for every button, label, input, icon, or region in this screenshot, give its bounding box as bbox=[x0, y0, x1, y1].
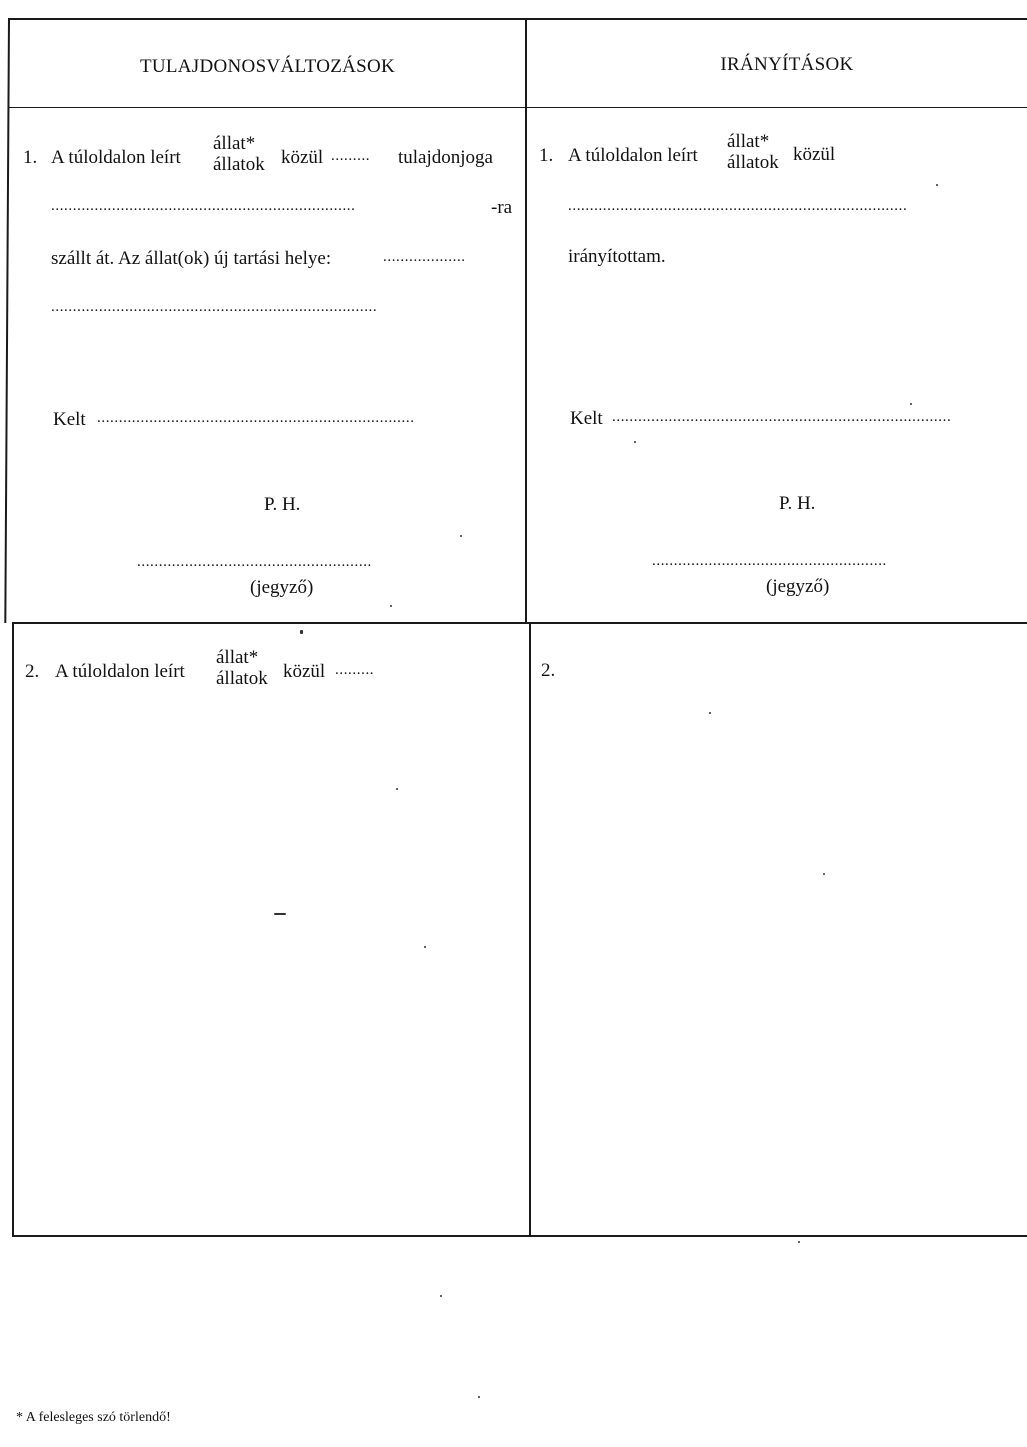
left2-after-frac: közül bbox=[283, 661, 326, 682]
right2-number: 2. bbox=[541, 660, 556, 681]
frac-top: állat* bbox=[727, 131, 770, 152]
right1-signature-dots: ...................................................... bbox=[652, 554, 887, 569]
right1-animal-fraction bbox=[727, 132, 779, 172]
table-bottom-border bbox=[14, 1235, 1027, 1237]
left1-signature-label: (jegyző) bbox=[250, 577, 314, 598]
footnote: * A felesleges szó törlendő! bbox=[16, 1410, 171, 1425]
column-divider-lower bbox=[529, 622, 531, 1237]
scan-speck bbox=[300, 630, 303, 634]
right1-ph: P. H. bbox=[779, 493, 816, 514]
scan-speck bbox=[634, 441, 636, 443]
table-left-border bbox=[4, 18, 10, 623]
frac-bottom: állatok bbox=[727, 152, 779, 173]
right1-number: 1. bbox=[539, 145, 554, 166]
row-divider bbox=[12, 622, 1027, 624]
scan-speck bbox=[910, 403, 912, 405]
table-top-border bbox=[8, 18, 1027, 20]
scan-speck bbox=[936, 184, 938, 186]
scan-speck bbox=[440, 1295, 442, 1297]
scan-speck bbox=[424, 946, 426, 948]
frac-bottom: állatok bbox=[213, 154, 265, 175]
left2-dots-short: ......... bbox=[335, 663, 375, 678]
scan-speck bbox=[709, 712, 711, 714]
left1-line4-dots: ........................................................................... bbox=[51, 300, 378, 315]
scan-speck bbox=[798, 1241, 800, 1243]
left2-number: 2. bbox=[25, 661, 40, 682]
scan-speck bbox=[390, 605, 392, 607]
left1-number: 1. bbox=[23, 147, 38, 168]
scan-speck bbox=[274, 913, 286, 915]
right1-line2-dots: .............................................................................. bbox=[568, 199, 908, 214]
header-divider bbox=[9, 107, 1027, 108]
right1-prefix: A túloldalon leírt bbox=[568, 145, 698, 166]
left1-kelt-dots: ......................................................................... bbox=[97, 411, 415, 426]
scan-speck bbox=[460, 535, 462, 537]
header-ownership-changes: TULAJDONOSVÁLTOZÁSOK bbox=[139, 56, 396, 77]
left1-animal-fraction bbox=[213, 134, 265, 174]
frac-top: állat* bbox=[216, 647, 259, 668]
left1-line2-suffix: -ra bbox=[491, 197, 513, 218]
left1-ph: P. H. bbox=[264, 494, 301, 515]
header-directions: IRÁNYÍTÁSOK bbox=[720, 54, 854, 75]
left1-signature-dots: ...................................................... bbox=[137, 555, 372, 570]
right1-line3-text: irányítottam. bbox=[568, 246, 666, 267]
scan-speck bbox=[396, 788, 398, 790]
right1-after-frac: közül bbox=[793, 144, 836, 165]
column-divider bbox=[525, 18, 527, 623]
right1-signature-label: (jegyző) bbox=[766, 576, 830, 597]
left2-animal-fraction bbox=[216, 648, 268, 688]
left1-line2-dots: ...................................................................... bbox=[51, 199, 356, 214]
right1-kelt-dots: .............................................................................. bbox=[612, 410, 952, 425]
left1-line3-text: szállt át. Az állat(ok) új tartási helye: bbox=[51, 248, 332, 269]
right1-kelt-label: Kelt bbox=[570, 408, 603, 429]
left1-dots-short: ......... bbox=[331, 149, 371, 164]
scan-speck bbox=[478, 1396, 480, 1398]
left1-prefix: A túloldalon leírt bbox=[51, 147, 181, 168]
left2-prefix: A túloldalon leírt bbox=[55, 661, 185, 682]
table-left-border-lower bbox=[12, 622, 14, 1237]
frac-bottom: állatok bbox=[216, 668, 268, 689]
scan-speck bbox=[823, 873, 825, 875]
left1-kelt-label: Kelt bbox=[53, 409, 86, 430]
frac-top: állat* bbox=[213, 133, 256, 154]
left1-tail: tulajdonjoga bbox=[398, 147, 493, 168]
left1-after-frac: közül bbox=[281, 147, 324, 168]
left1-line3-dots: ................... bbox=[383, 250, 466, 265]
